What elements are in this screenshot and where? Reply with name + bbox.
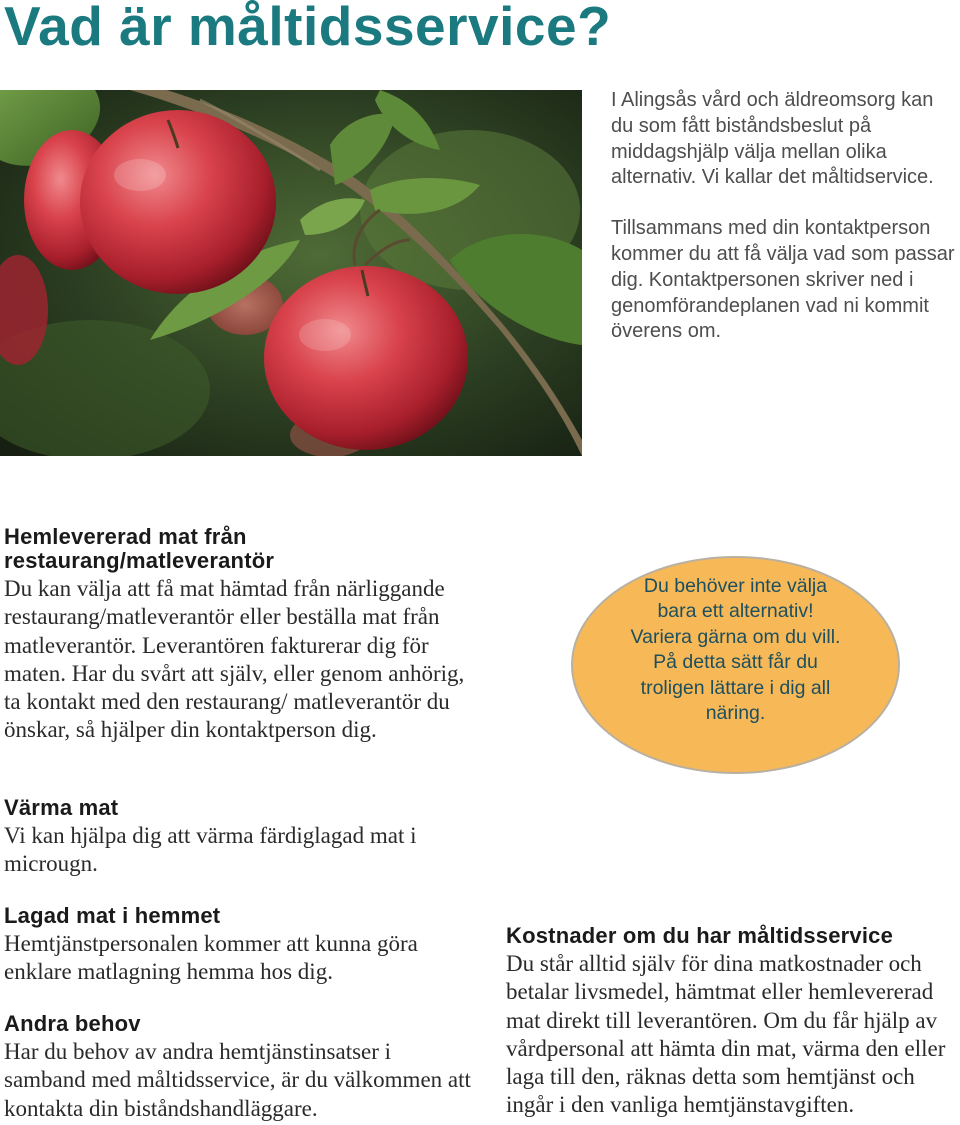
section-heading: Hemlevererad mat från restaurang/matleverantör (4, 524, 275, 573)
section-kostnader (506, 924, 958, 1120)
section-body: Har du behov av andra hemtjänstinsatser i samband med måltidsservice, är du välkommen att kontakta din biståndshandläggare. (4, 1039, 471, 1121)
tip-line: På detta sätt får du (653, 651, 818, 673)
section-heading: Kostnader om du har måltidsservice (506, 923, 894, 948)
section-body: Hemtjänstpersonalen kommer att kunna göra enklare matlagning hemma hos dig. (4, 931, 418, 985)
section-varma-mat (4, 796, 464, 879)
tip-line: Variera gärna om du vill. (630, 625, 841, 648)
section-body: Du står alltid själv för dina matkostnader och betalar livsmedel, hämtmat eller hemlevererad mat direkt till leverantören. Om du får hjälp av vårdpersonal att hämta din mat, värma den eller laga till den, räknas detta som hemtjänst och ingår i den vanliga hemtjänstavgiften. (506, 951, 946, 1118)
apples-photo (0, 90, 582, 456)
section-body: Du kan välja att få mat hämtad från närliggande restaurang/matleverantör eller beställa mat från matleverantör. Leverantören fakturerar dig för maten. Har du svårt att själv, eller genom anhörig, ta kontakt med den restaurang/ matleverantör du önskar, så hjälper din kontaktperson dig. (4, 576, 465, 743)
intro-paragraph-2: Tillsammans med din kontaktperson kommer du att få välja vad som passar dig. Kontaktpersonen skriver ned i genomförandeplanen vad ni kommit överens om. (611, 217, 955, 343)
section-andra-behov (4, 1012, 474, 1123)
tip-callout-text (606, 574, 866, 727)
intro-paragraph-1: I Alingsås vård och äldreomsorg kan du som fått biståndsbeslut på middagshjälp välja mellan olika alternativ. Vi kallar det måltidservice. (611, 89, 934, 189)
intro-text (611, 88, 956, 370)
tip-line: troligen lättare i dig all (640, 676, 831, 699)
tip-line: bara ett alternativ! (657, 600, 814, 622)
section-heading: Värma mat (4, 795, 119, 820)
section-hemlevererad (4, 525, 474, 745)
section-heading: Lagad mat i hemmet (4, 903, 221, 928)
tip-line: näring. (705, 702, 766, 724)
section-heading: Andra behov (4, 1011, 141, 1036)
tip-line: Du behöver inte välja (643, 574, 828, 597)
section-lagad-mat (4, 904, 464, 987)
page-title: Vad är måltidsservice? (4, 0, 612, 57)
tip-callout (571, 556, 900, 774)
section-body: Vi kan hjälpa dig att värma färdiglagad mat i microugn. (4, 823, 417, 877)
